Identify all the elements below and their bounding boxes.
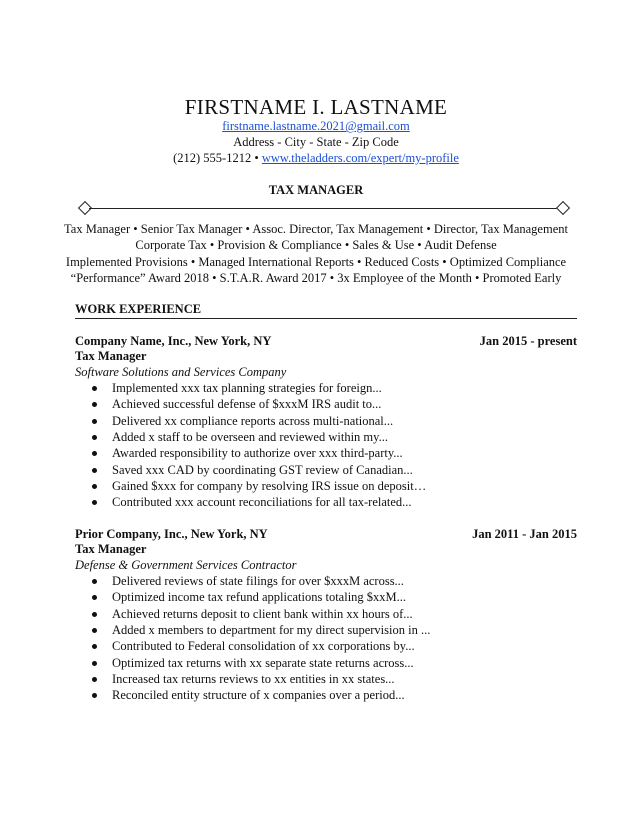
bullet-text: Contributed xxx account reconciliations for all tax-related... — [112, 495, 412, 510]
bullet-icon — [92, 500, 97, 505]
company-name: Company Name, Inc., New York, NY — [75, 334, 272, 348]
job-title: Tax Manager — [75, 542, 147, 557]
bullet-text: Optimized income tax refund applications totaling $xxM... — [112, 590, 407, 605]
bullet-text: Reconciled entity structure of x companies over a period... — [112, 688, 405, 703]
keyword-line: “Performance” Award 2018 • S.T.A.R. Award 2017 • 3x Employee of the Month • Promoted Early — [70, 270, 562, 285]
profile-link[interactable]: www.theladders.com/expert/my-profile — [261, 151, 459, 165]
list-item — [75, 462, 577, 478]
bullet-text: Contributed to Federal consolidation of xx corporations by... — [112, 639, 415, 654]
bullet-icon — [92, 451, 97, 456]
list-item — [75, 622, 577, 638]
bullet-icon — [92, 628, 97, 633]
bullet-icon — [92, 612, 97, 617]
job-dates: Jan 2015 - present — [479, 334, 577, 348]
bullet-text: Gained $xxx for company by resolving IRS issue on deposit… — [112, 478, 427, 493]
bullet-icon — [92, 435, 97, 440]
job-header — [75, 333, 577, 349]
list-item — [75, 494, 577, 510]
bullet-text: Added x members to department for my direct supervision in ... — [112, 622, 431, 637]
bullet-text: Delivered reviews of state filings for over $xxxM across... — [112, 574, 404, 589]
list-item — [75, 429, 577, 445]
keyword-line: Tax Manager • Senior Tax Manager • Assoc. Director, Tax Management • Director, Tax Management — [64, 222, 568, 236]
bullet-icon — [92, 579, 97, 584]
bullet-text: Achieved returns deposit to client bank within xx hours of... — [112, 606, 413, 621]
company-description: Defense & Government Services Contractor — [75, 557, 297, 572]
bullet-text: Awarded responsibility to authorize over xxx third-party... — [112, 446, 403, 461]
bullet-icon — [92, 595, 97, 600]
phone-number: (212) 555-1212 — [173, 151, 252, 165]
job-dates: Jan 2011 - Jan 2015 — [472, 527, 577, 541]
section-heading-work-experience: WORK EXPERIENCE — [75, 302, 202, 316]
achievement-list — [75, 380, 577, 510]
list-item — [75, 380, 577, 396]
list-item — [75, 413, 577, 429]
section-divider — [75, 318, 577, 319]
bullet-icon — [92, 661, 97, 666]
list-item — [75, 655, 577, 671]
bullet-icon — [92, 419, 97, 424]
list-item — [75, 445, 577, 461]
list-item — [75, 589, 577, 605]
keyword-line: Corporate Tax • Provision & Compliance • Sales & Use • Audit Defense — [135, 238, 497, 253]
bullet-icon — [92, 677, 97, 682]
email-row — [0, 118, 632, 134]
list-item — [75, 573, 577, 589]
job-title: Tax Manager — [75, 349, 147, 364]
company-description: Software Solutions and Services Company — [75, 364, 287, 379]
bullet-text: Implemented xxx tax planning strategies for foreign... — [112, 381, 382, 396]
email-link[interactable]: firstname.lastname.2021@gmail.com — [222, 119, 410, 133]
job-entry — [75, 526, 577, 703]
job-header — [75, 526, 577, 542]
separator: • — [251, 151, 262, 165]
bullet-icon — [92, 693, 97, 698]
bullet-icon — [92, 386, 97, 391]
list-item — [75, 396, 577, 412]
achievement-list — [75, 573, 577, 703]
header-divider — [89, 208, 563, 209]
bullet-text: Saved xxx CAD by coordinating GST review of Canadian... — [112, 462, 413, 477]
keyword-summary — [0, 221, 632, 286]
company-name: Prior Company, Inc., New York, NY — [75, 527, 268, 541]
list-item — [75, 638, 577, 654]
list-item — [75, 606, 577, 622]
bullet-text: Achieved successful defense of $xxxM IRS audit to... — [112, 397, 382, 412]
bullet-icon — [92, 402, 97, 407]
phone-row — [0, 150, 632, 166]
bullet-text: Delivered xx compliance reports across multi-national... — [112, 413, 394, 428]
diamond-ornament-right — [556, 201, 570, 215]
bullet-text: Optimized tax returns with xx separate state returns across... — [112, 655, 414, 670]
target-job-title: TAX MANAGER — [268, 183, 364, 197]
bullet-icon — [92, 644, 97, 649]
list-item — [75, 671, 577, 687]
address-line: Address - City - State - Zip Code — [233, 135, 399, 149]
list-item — [75, 478, 577, 494]
candidate-name: FIRSTNAME I. LASTNAME — [184, 95, 448, 119]
list-item — [75, 687, 577, 703]
bullet-icon — [92, 468, 97, 473]
bullet-icon — [92, 484, 97, 489]
bullet-text: Increased tax returns reviews to xx entities in xx states... — [112, 671, 395, 686]
bullet-text: Added x staff to be overseen and reviewed within my... — [112, 429, 388, 444]
job-entry — [75, 333, 577, 510]
keyword-line: Implemented Provisions • Managed International Reports • Reduced Costs • Optimized Compliance — [65, 254, 567, 269]
